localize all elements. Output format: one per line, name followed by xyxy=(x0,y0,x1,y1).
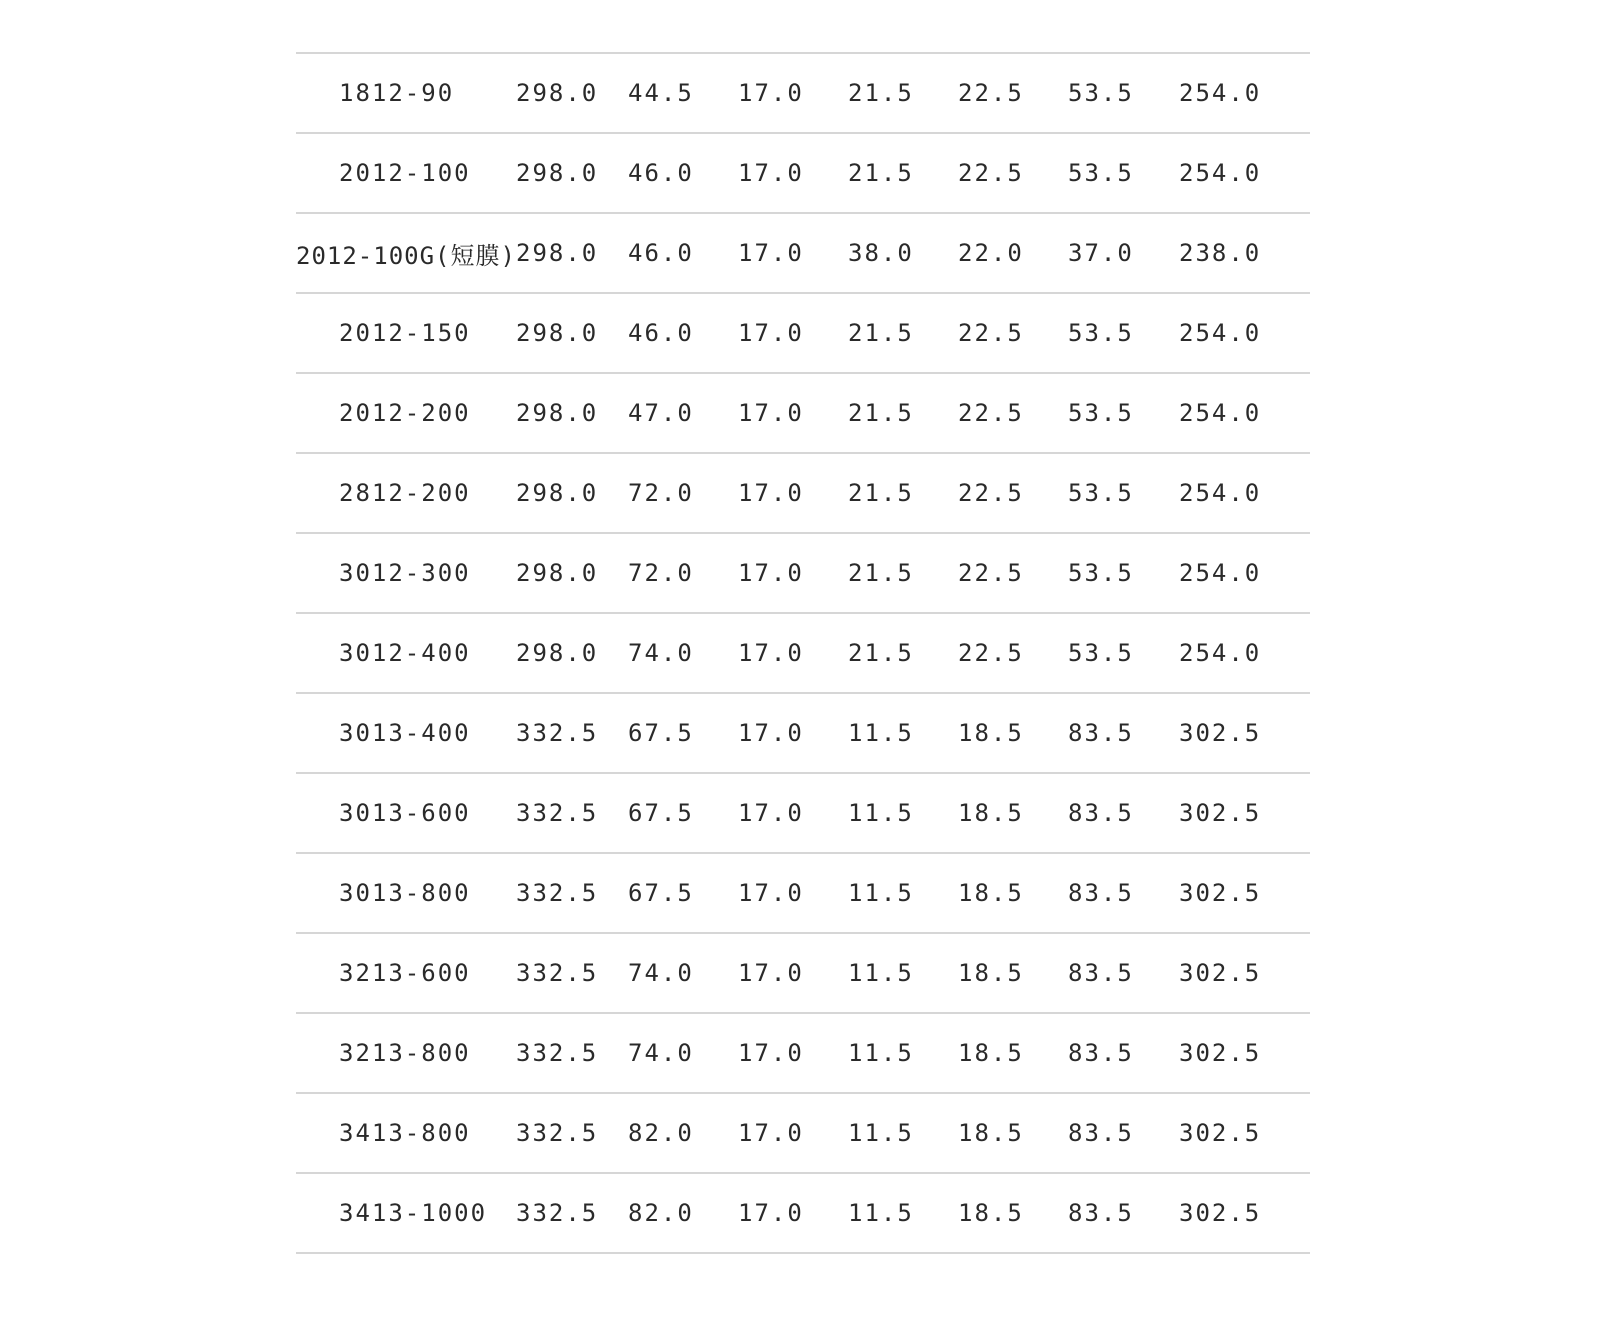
value-cell: 53.5 xyxy=(1068,79,1134,107)
value-cell: 17.0 xyxy=(738,719,804,747)
value-cell: 298.0 xyxy=(516,239,599,267)
value-cell: 38.0 xyxy=(848,239,914,267)
value-cell: 21.5 xyxy=(848,559,914,587)
value-cell: 18.5 xyxy=(958,1119,1024,1147)
table-row xyxy=(296,1174,1310,1254)
value-cell: 22.5 xyxy=(958,559,1024,587)
value-cell: 82.0 xyxy=(628,1119,694,1147)
value-cell: 22.5 xyxy=(958,479,1024,507)
value-cell: 21.5 xyxy=(848,399,914,427)
value-cell: 332.5 xyxy=(516,959,599,987)
value-cell: 298.0 xyxy=(516,559,599,587)
value-cell: 17.0 xyxy=(738,239,804,267)
value-cell: 22.5 xyxy=(958,79,1024,107)
value-cell: 46.0 xyxy=(628,319,694,347)
value-cell: 47.0 xyxy=(628,399,694,427)
table-row xyxy=(296,614,1310,694)
value-cell: 21.5 xyxy=(848,79,914,107)
table-row xyxy=(296,774,1310,854)
value-cell: 21.5 xyxy=(848,479,914,507)
value-cell: 17.0 xyxy=(738,319,804,347)
model-cell: 3012-400 xyxy=(339,639,471,667)
value-cell: 72.0 xyxy=(628,479,694,507)
model-cell: 3013-400 xyxy=(339,719,471,747)
model-cell: 1812-90 xyxy=(339,79,455,107)
value-cell: 11.5 xyxy=(848,959,914,987)
value-cell: 332.5 xyxy=(516,1199,599,1227)
model-cell: 3413-800 xyxy=(339,1119,471,1147)
value-cell: 67.5 xyxy=(628,719,694,747)
value-cell: 22.0 xyxy=(958,239,1024,267)
value-cell: 11.5 xyxy=(848,719,914,747)
value-cell: 18.5 xyxy=(958,1199,1024,1227)
value-cell: 302.5 xyxy=(1179,1199,1262,1227)
model-cell: 3413-1000 xyxy=(339,1199,488,1227)
value-cell: 18.5 xyxy=(958,959,1024,987)
value-cell: 17.0 xyxy=(738,559,804,587)
value-cell: 332.5 xyxy=(516,1039,599,1067)
table-row xyxy=(296,214,1310,294)
value-cell: 302.5 xyxy=(1179,1119,1262,1147)
value-cell: 298.0 xyxy=(516,159,599,187)
value-cell: 21.5 xyxy=(848,319,914,347)
value-cell: 74.0 xyxy=(628,959,694,987)
value-cell: 302.5 xyxy=(1179,1039,1262,1067)
value-cell: 254.0 xyxy=(1179,399,1262,427)
value-cell: 17.0 xyxy=(738,639,804,667)
value-cell: 67.5 xyxy=(628,799,694,827)
value-cell: 18.5 xyxy=(958,799,1024,827)
value-cell: 254.0 xyxy=(1179,639,1262,667)
value-cell: 83.5 xyxy=(1068,1199,1134,1227)
value-cell: 18.5 xyxy=(958,719,1024,747)
value-cell: 83.5 xyxy=(1068,799,1134,827)
value-cell: 53.5 xyxy=(1068,399,1134,427)
model-cell: 2012-100 xyxy=(339,159,471,187)
value-cell: 302.5 xyxy=(1179,799,1262,827)
value-cell: 11.5 xyxy=(848,1039,914,1067)
value-cell: 17.0 xyxy=(738,879,804,907)
value-cell: 332.5 xyxy=(516,879,599,907)
value-cell: 22.5 xyxy=(958,399,1024,427)
model-cell: 2012-150 xyxy=(339,319,471,347)
value-cell: 17.0 xyxy=(738,1199,804,1227)
value-cell: 17.0 xyxy=(738,479,804,507)
model-cell: 3213-600 xyxy=(339,959,471,987)
model-cell: 3013-800 xyxy=(339,879,471,907)
value-cell: 238.0 xyxy=(1179,239,1262,267)
model-cell: 3012-300 xyxy=(339,559,471,587)
value-cell: 17.0 xyxy=(738,959,804,987)
value-cell: 17.0 xyxy=(738,1119,804,1147)
value-cell: 53.5 xyxy=(1068,159,1134,187)
value-cell: 17.0 xyxy=(738,1039,804,1067)
value-cell: 74.0 xyxy=(628,1039,694,1067)
value-cell: 83.5 xyxy=(1068,1039,1134,1067)
value-cell: 254.0 xyxy=(1179,79,1262,107)
table-row xyxy=(296,54,1310,134)
value-cell: 254.0 xyxy=(1179,559,1262,587)
spec-table xyxy=(296,52,1310,1254)
value-cell: 17.0 xyxy=(738,799,804,827)
value-cell: 17.0 xyxy=(738,399,804,427)
value-cell: 298.0 xyxy=(516,639,599,667)
model-cell: 3013-600 xyxy=(339,799,471,827)
value-cell: 298.0 xyxy=(516,319,599,347)
value-cell: 83.5 xyxy=(1068,879,1134,907)
value-cell: 22.5 xyxy=(958,639,1024,667)
value-cell: 332.5 xyxy=(516,799,599,827)
value-cell: 22.5 xyxy=(958,159,1024,187)
value-cell: 74.0 xyxy=(628,639,694,667)
model-cell: 2812-200 xyxy=(339,479,471,507)
value-cell: 298.0 xyxy=(516,79,599,107)
value-cell: 72.0 xyxy=(628,559,694,587)
table-row xyxy=(296,1014,1310,1094)
value-cell: 44.5 xyxy=(628,79,694,107)
value-cell: 83.5 xyxy=(1068,959,1134,987)
value-cell: 53.5 xyxy=(1068,559,1134,587)
value-cell: 302.5 xyxy=(1179,879,1262,907)
table-row xyxy=(296,294,1310,374)
table-row xyxy=(296,374,1310,454)
value-cell: 298.0 xyxy=(516,399,599,427)
value-cell: 67.5 xyxy=(628,879,694,907)
value-cell: 22.5 xyxy=(958,319,1024,347)
table-row xyxy=(296,534,1310,614)
value-cell: 332.5 xyxy=(516,719,599,747)
value-cell: 37.0 xyxy=(1068,239,1134,267)
value-cell: 254.0 xyxy=(1179,159,1262,187)
value-cell: 53.5 xyxy=(1068,479,1134,507)
value-cell: 254.0 xyxy=(1179,479,1262,507)
value-cell: 46.0 xyxy=(628,159,694,187)
value-cell: 21.5 xyxy=(848,639,914,667)
value-cell: 11.5 xyxy=(848,879,914,907)
value-cell: 11.5 xyxy=(848,799,914,827)
table-row xyxy=(296,934,1310,1014)
value-cell: 11.5 xyxy=(848,1199,914,1227)
value-cell: 11.5 xyxy=(848,1119,914,1147)
value-cell: 83.5 xyxy=(1068,719,1134,747)
table-row xyxy=(296,854,1310,934)
model-cell: 2012-200 xyxy=(339,399,471,427)
table-row xyxy=(296,694,1310,774)
value-cell: 17.0 xyxy=(738,79,804,107)
value-cell: 46.0 xyxy=(628,239,694,267)
value-cell: 82.0 xyxy=(628,1199,694,1227)
model-cell: 3213-800 xyxy=(339,1039,471,1067)
value-cell: 83.5 xyxy=(1068,1119,1134,1147)
value-cell: 302.5 xyxy=(1179,719,1262,747)
value-cell: 53.5 xyxy=(1068,319,1134,347)
value-cell: 18.5 xyxy=(958,879,1024,907)
table-row xyxy=(296,454,1310,534)
model-cell: 2012-100G(短膜) xyxy=(296,241,516,270)
value-cell: 17.0 xyxy=(738,159,804,187)
table-row xyxy=(296,134,1310,214)
table-row xyxy=(296,1094,1310,1174)
value-cell: 21.5 xyxy=(848,159,914,187)
value-cell: 18.5 xyxy=(958,1039,1024,1067)
value-cell: 254.0 xyxy=(1179,319,1262,347)
value-cell: 302.5 xyxy=(1179,959,1262,987)
value-cell: 53.5 xyxy=(1068,639,1134,667)
value-cell: 332.5 xyxy=(516,1119,599,1147)
value-cell: 298.0 xyxy=(516,479,599,507)
